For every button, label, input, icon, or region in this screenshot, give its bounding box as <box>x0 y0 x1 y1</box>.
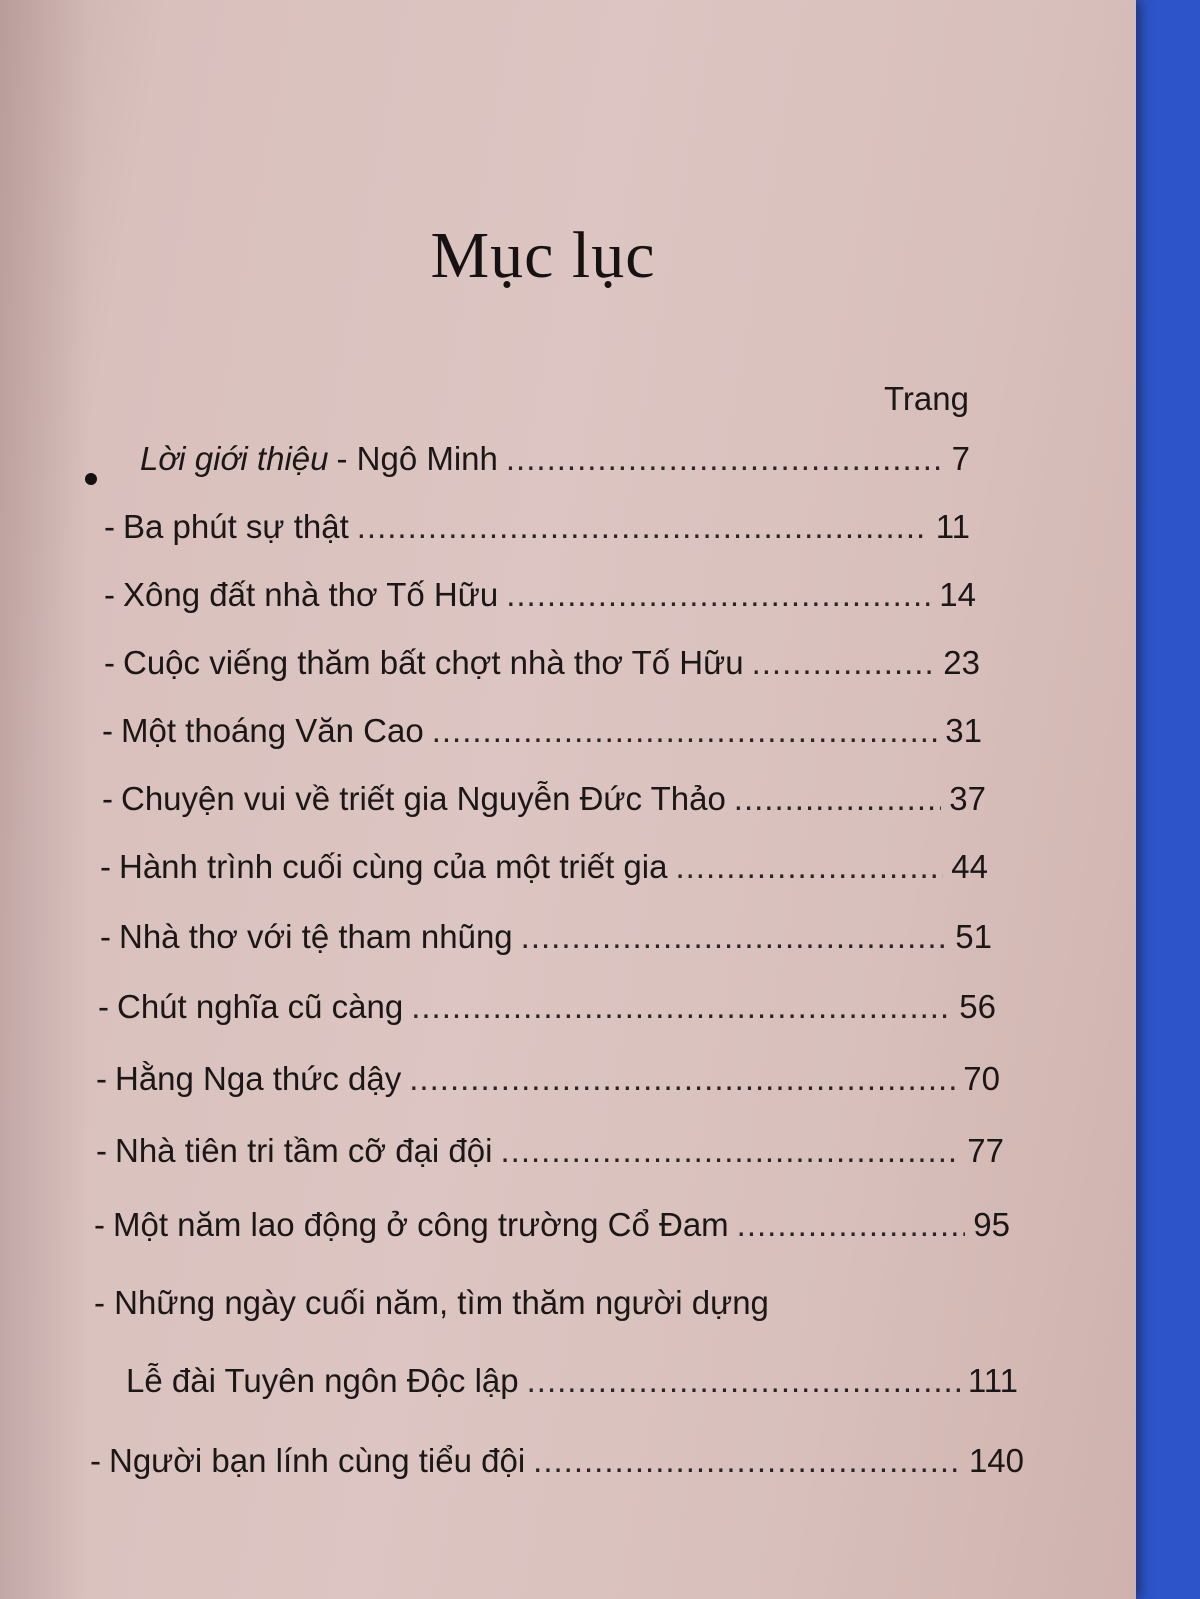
toc-entry-dash: - <box>102 712 113 749</box>
toc-entry-author: - Ngô Minh <box>336 440 498 477</box>
dot-leader <box>500 1132 959 1170</box>
toc-entry <box>94 1206 1010 1244</box>
toc-entry-dash: - <box>104 576 115 613</box>
toc-entry <box>104 508 970 546</box>
toc-entry-page: 51 <box>955 918 992 955</box>
toc-entry <box>96 1132 1004 1170</box>
toc-entry <box>104 644 980 682</box>
dot-leader <box>737 1206 966 1244</box>
toc-entry-title: Nhà thơ với tệ tham nhũng <box>119 918 513 955</box>
dot-leader <box>432 712 938 750</box>
toc-entry-title: Lời giới thiệu <box>140 440 329 477</box>
dot-leader <box>675 848 943 886</box>
toc-entry-page: 56 <box>959 988 996 1025</box>
toc-entry-dash: - <box>94 1206 105 1243</box>
toc-entry-title-line1: Những ngày cuối năm, tìm thăm người dựng <box>114 1284 769 1321</box>
dot-leader <box>527 1362 960 1400</box>
dot-leader <box>506 440 944 478</box>
toc-entry-page: 44 <box>951 848 988 885</box>
dot-leader <box>752 644 936 682</box>
toc-entry <box>100 848 988 886</box>
toc-entry-page: 23 <box>943 644 980 681</box>
toc-entry-dash: - <box>102 780 113 817</box>
toc-entry-title: Cuộc viếng thăm bất chợt nhà thơ Tố Hữu <box>123 644 744 681</box>
bullet-icon <box>85 473 97 485</box>
toc-entry-page: 140 <box>968 1442 1024 1479</box>
toc-entry-title: Xông đất nhà thơ Tố Hữu <box>123 576 499 613</box>
toc-entry <box>104 576 976 614</box>
toc-entry-dash: - <box>100 848 111 885</box>
toc-entry <box>100 918 992 956</box>
toc-entry-page: 31 <box>945 712 982 749</box>
toc-entry-title-line2: Lễ đài Tuyên ngôn Độc lập <box>126 1362 519 1399</box>
dot-leader <box>521 918 948 956</box>
toc-entry-page: 14 <box>939 576 976 613</box>
dot-leader <box>357 508 928 546</box>
toc-entry-dash: - <box>104 644 115 681</box>
toc-entry-title: Người bạn lính cùng tiểu đội <box>109 1442 526 1479</box>
toc-entry <box>102 780 986 818</box>
toc-entry-intro <box>140 440 970 478</box>
toc-entry-dash: - <box>100 918 111 955</box>
toc-entry-dash: - <box>96 1132 107 1169</box>
toc-entry <box>90 1442 1024 1480</box>
toc-entry-dash: - <box>94 1284 105 1321</box>
toc-entry <box>96 1060 1000 1098</box>
toc-entry-page: 95 <box>973 1206 1010 1243</box>
toc-entry-title: Một thoáng Văn Cao <box>121 712 424 749</box>
toc-entry-multiline-second <box>126 1362 1018 1400</box>
toc-entry-title: Ba phút sự thật <box>123 508 349 545</box>
toc-entry-page: 111 <box>967 1362 1018 1399</box>
toc-entry-title: Chuyện vui về triết gia Nguyễn Đức Thảo <box>121 780 726 817</box>
toc-entry-page: 11 <box>935 508 970 545</box>
toc-entry <box>98 988 996 1026</box>
dot-leader <box>506 576 931 614</box>
dot-leader <box>533 1442 961 1480</box>
toc-entry-dash: - <box>90 1442 101 1479</box>
toc-entry-page: 70 <box>963 1060 1000 1097</box>
toc-entry-dash: - <box>104 508 115 545</box>
toc-entry-dash: - <box>98 988 109 1025</box>
toc-entry-dash: - <box>96 1060 107 1097</box>
toc-entry-multiline-first <box>94 1284 769 1322</box>
page-title: Mục lục <box>430 219 656 292</box>
toc-entry-title: Hằng Nga thức dậy <box>115 1060 402 1097</box>
dot-leader <box>411 988 951 1026</box>
page-column-label: Trang <box>884 380 969 417</box>
toc-entry-title: Nhà tiên tri tầm cỡ đại đội <box>115 1132 493 1169</box>
toc-entry-title: Hành trình cuối cùng của một triết gia <box>119 848 668 885</box>
toc-entry-page: 7 <box>951 440 970 477</box>
dot-leader <box>734 780 941 818</box>
toc-entry-page: 77 <box>967 1132 1004 1169</box>
toc-entry-title: Một năm lao động ở công trường Cổ Đam <box>113 1206 729 1243</box>
toc-entry <box>102 712 982 750</box>
toc-entry-title: Chút nghĩa cũ càng <box>117 988 404 1025</box>
toc-entry-page: 37 <box>949 780 986 817</box>
dot-leader <box>409 1060 955 1098</box>
